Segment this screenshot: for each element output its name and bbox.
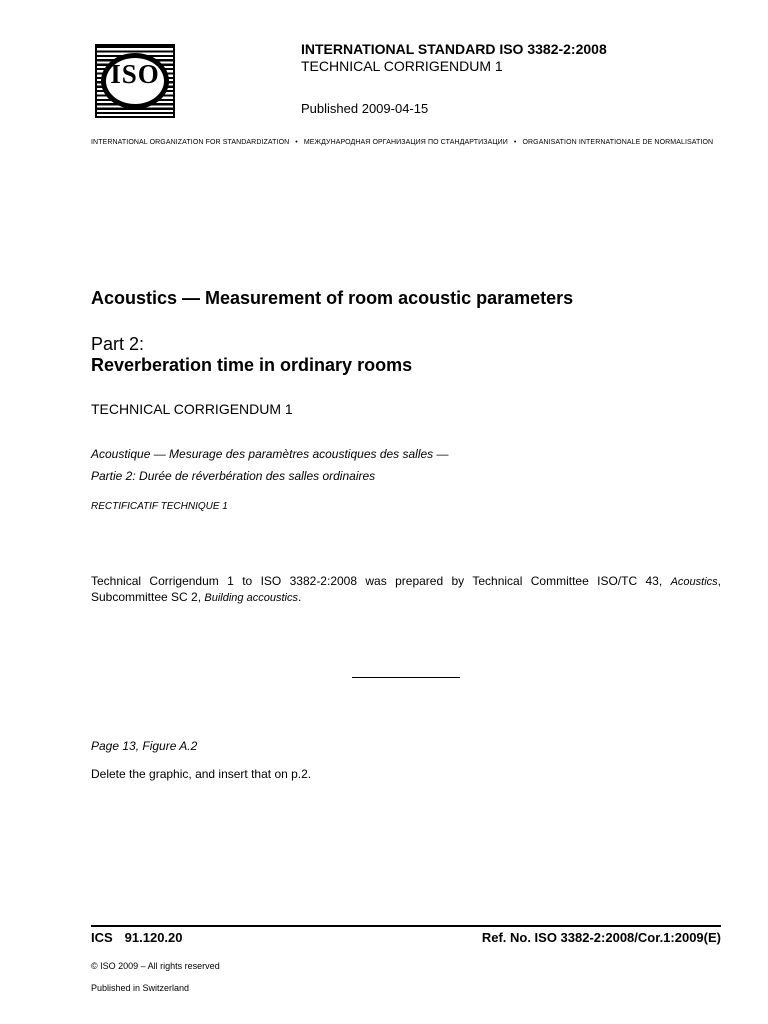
separator-rule [352, 677, 460, 678]
org-name-en: INTERNATIONAL ORGANIZATION FOR STANDARDIZATION [91, 139, 290, 146]
logo-text: ISO [110, 59, 160, 89]
iso-logo [95, 44, 175, 118]
part-number: Part 2: [91, 334, 145, 354]
page-reference: Page 13, Figure A.2 [91, 739, 198, 753]
org-name-ru: МЕЖДУНАРОДНАЯ ОРГАНИЗАЦИЯ ПО СТАНДАРТИЗАЦИИ [303, 139, 508, 146]
bullet-separator: • [513, 139, 517, 146]
ics-value: 91.120.20 [124, 930, 183, 945]
french-title-line2: Partie 2: Durée de réverbération des salles ordinaires [91, 469, 376, 483]
copyright-notice: © ISO 2009 – All rights reserved [91, 961, 220, 971]
organization-line [91, 139, 723, 146]
prepared-text: Technical Corrigendum 1 to ISO 3382-2:2008 was prepared by Technical Committee ISO/TC 43, [91, 574, 671, 588]
technical-corrigendum-label: TECHNICAL CORRIGENDUM 1 [91, 401, 293, 417]
org-name-fr: ORGANISATION INTERNATIONALE DE NORMALISATION [522, 139, 714, 146]
preparation-paragraph [91, 574, 721, 606]
reference-number: Ref. No. ISO 3382-2:2008/Cor.1:2009(E) [481, 930, 721, 945]
ics-label: ICS [91, 930, 113, 945]
bullet-separator: • [295, 139, 298, 146]
published-in: Published in Switzerland [91, 983, 190, 993]
document-title: Acoustics — Measurement of room acoustic parameters [91, 288, 574, 308]
standard-title: INTERNATIONAL STANDARD ISO 3382-2:2008 [301, 41, 607, 57]
ics-code [91, 930, 183, 946]
correction-instruction: Delete the graphic, and insert that on p.2. [91, 767, 312, 781]
published-date: Published 2009-04-15 [301, 101, 429, 116]
french-title-line1: Acoustique — Mesurage des paramètres acoustiques des salles — [91, 447, 449, 461]
paragraph-end: . [297, 590, 302, 604]
footer-rule [91, 925, 721, 927]
rectificatif-label: RECTIFICATIF TECHNIQUE 1 [91, 501, 228, 512]
subcommittee-text: , Subcommittee SC 2, [91, 574, 721, 604]
subcommittee-name: Building accoustics [204, 592, 298, 604]
corrigendum-header: TECHNICAL CORRIGENDUM 1 [301, 58, 503, 74]
committee-name: Acoustics [670, 576, 718, 588]
part-title: Reverberation time in ordinary rooms [91, 355, 413, 375]
